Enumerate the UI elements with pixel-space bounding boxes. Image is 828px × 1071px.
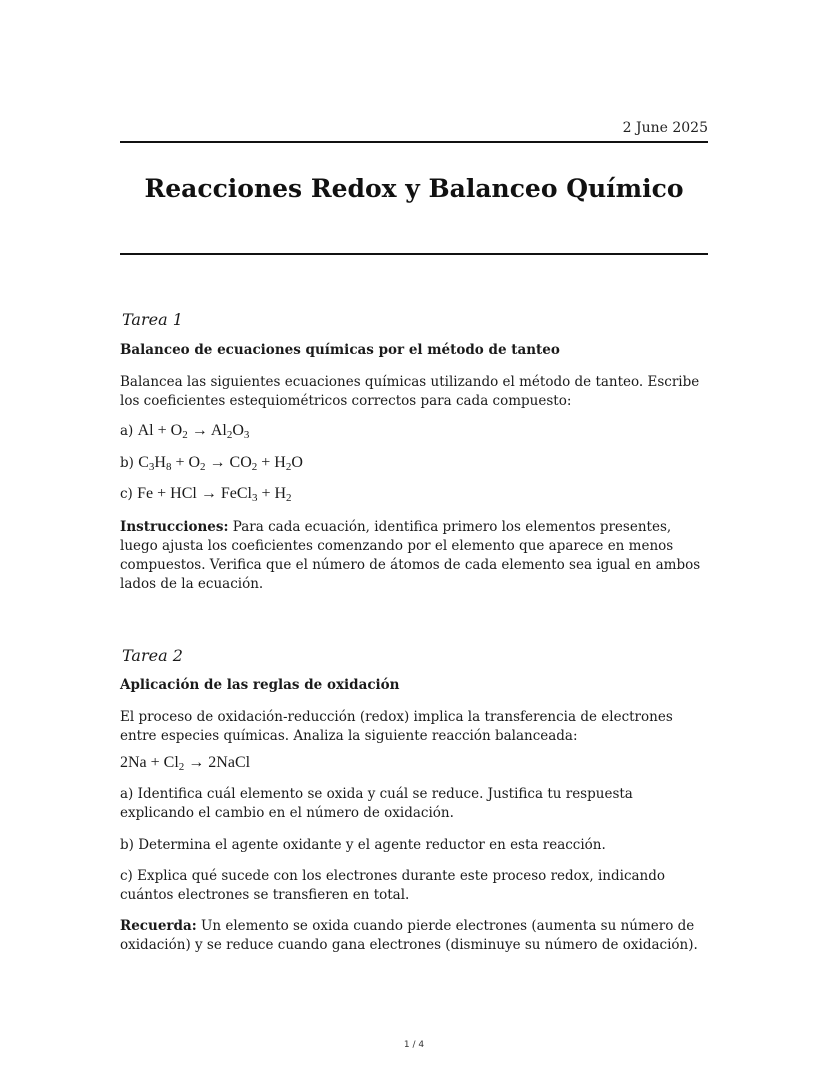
task-2-subtitle: Aplicación de las reglas de oxidación (120, 677, 400, 693)
equation-a-formula: $Al + O_2 \to Al_2O_3$ (137, 422, 250, 441)
instructions-label: Instrucciones: (120, 519, 229, 535)
instructions-text: Para cada ecuación, identifica primero los elementos presentes, luego ajusta los coeficientes comenzando por el elemento que aparece en menos compuestos. Verifica que el número de átomos de cada elemento sea igual en ambos lados de la ecuación. (120, 519, 701, 592)
page-number: 1 / 4 (403, 1040, 425, 1050)
task-1-intro: Balancea las siguientes ecuaciones químicas utilizando el método de tanteo. Escribe los coeficientes estequiométricos correctos para cada compuesto: (120, 374, 700, 409)
equation-c-label: c) (120, 486, 133, 502)
remember-label: Recuerda: (120, 918, 197, 934)
document-date: 2 June 2025 (622, 120, 708, 136)
equation-a (120, 422, 249, 440)
task-2-heading: Tarea 2 (122, 646, 183, 665)
task-2-remember (120, 917, 710, 955)
question-b: b) Determina el agente oxidante y el agente reductor en esta reacción. (120, 837, 606, 853)
task-1-heading: Tarea 1 (122, 310, 183, 329)
task-1-subtitle: Balanceo de ecuaciones químicas por el método de tanteo (120, 342, 560, 358)
equation-c (120, 485, 292, 503)
page-title: Reacciones Redox y Balanceo Químico (144, 174, 684, 203)
equation-c-formula: Fe + HCl → FeCl$_3$ + $H_2$ (137, 485, 292, 504)
question-c: c) Explica qué sucede con los electrones durante este proceso redox, indicando cuántos electrones se transfieren en total. (120, 868, 666, 903)
redox-equation-formula: $2Na + Cl_2$ → 2NaCl (120, 754, 251, 773)
redox-equation (120, 754, 250, 772)
equation-b-formula: $C_3H_8 + O_2 \to CO_2 + H_2O$ (138, 454, 303, 473)
task-2-intro: El proceso de oxidación-reducción (redox) implica la transferencia de electrones entre especies químicas. Analiza la siguiente reacción balanceada: (120, 709, 673, 744)
equation-a-label: a) (120, 423, 134, 439)
equation-b (120, 454, 303, 472)
task-1-instructions (120, 518, 710, 594)
title-rule (120, 253, 708, 255)
remember-text: Un elemento se oxida cuando pierde electrones (aumenta su número de oxidación) y se reduce cuando gana electrones (disminuye su número de oxidación). (120, 918, 698, 953)
equation-b-label: b) (120, 455, 134, 471)
header-rule (120, 141, 708, 143)
question-a: a) Identifica cuál elemento se oxida y cuál se reduce. Justifica tu respuesta explicando el cambio en el número de oxidación. (120, 786, 633, 821)
